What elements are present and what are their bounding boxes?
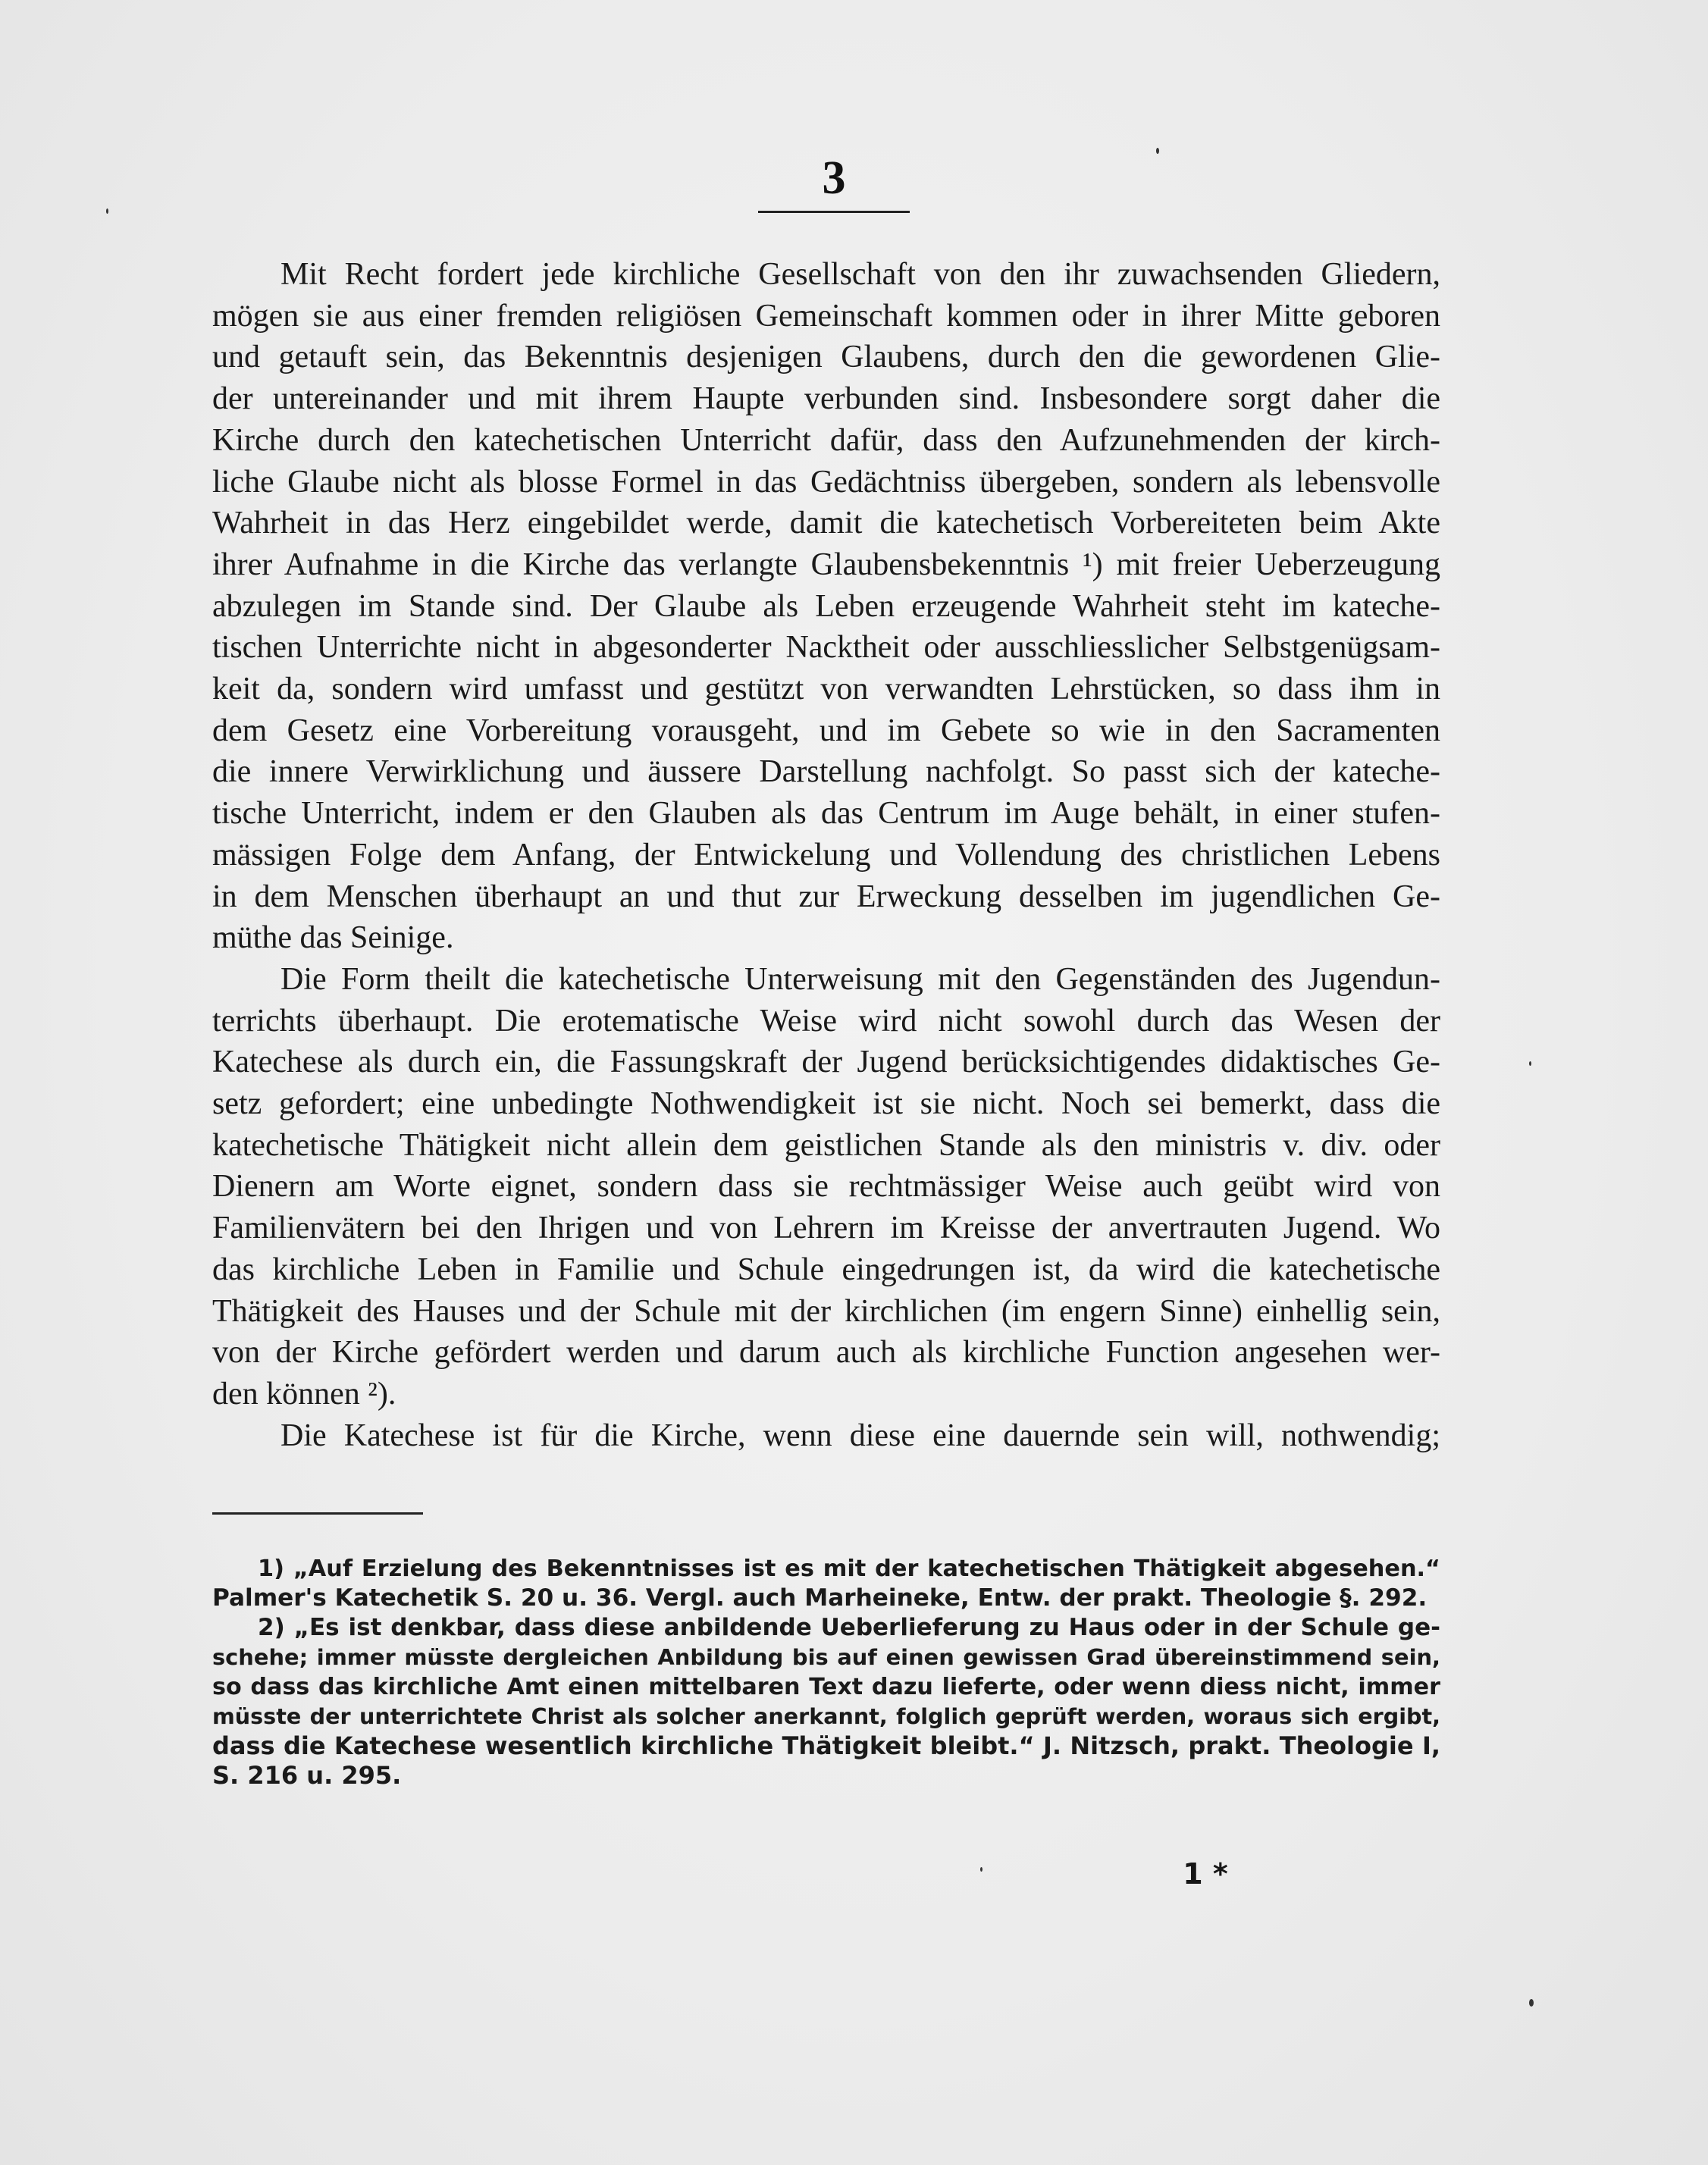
footnote-line: dass die Katechese wesentlich kirchliche Thätigkeit bleibt.“ J. Nitzsch, prakt. Theologie I, [212,1731,1440,1760]
page-number-rule [758,211,910,213]
footnote-rule [212,1512,423,1515]
footnote-line: schehe; immer müsste dergleichen Anbildung bis auf einen gewissen Grad übereinstimmend sein, [212,1644,1440,1670]
text-line: Thätigkeit des Hauses und der Schule mit der kirchlichen (im engern Sinne) einhellig sein, [212,1293,1440,1329]
text-line: Dienern am Worte eignet, sondern dass sie rechtmässiger Weise auch geübt wird von [212,1169,1440,1205]
text-line: den können ²). [212,1376,396,1411]
footnote-line: Palmer's Katechetik S. 20 u. 36. Vergl. auch Marheineke, Entw. der prakt. Theologie §. 292. [212,1584,1428,1612]
text-line: Die Katechese ist für die Kirche, wenn diese eine dauernde sein will, nothwendig; [280,1418,1440,1453]
paragraph-3 [212,1415,1440,1457]
text-line: keit da, sondern wird umfasst und gestützt von verwandten Lehrstücken, so dass ihm in [212,672,1440,707]
text-line: abzulegen im Stande sind. Der Glaube als Leben erzeugende Wahrheit steht im kateche- [212,588,1440,624]
text-line: Kirche durch den katechetischen Unterricht dafür, dass den Aufzunehmenden der kirch- [212,422,1440,458]
text-line: dem Gesetz eine Vorbereitung vorausgeht, und im Gebete so wie in den Sacramenten [212,713,1440,748]
text-line: mässigen Folge dem Anfang, der Entwickelung und Vollendung des christlichen Lebens [212,837,1440,873]
text-line: Familienvätern bei den Ihrigen und von Lehrern im Kreisse der anvertrauten Jugend. Wo [212,1211,1440,1246]
scan-speck [1529,1999,1534,2007]
text-line: terrichts überhaupt. Die erotematische Weise wird nicht sowohl durch das Wesen der [212,1003,1440,1039]
signature-mark: 1 * [1183,1857,1228,1891]
footnote-1 [212,1554,1440,1613]
text-line: tische Unterricht, indem er den Glauben als das Centrum im Auge behält, in einer stufen- [212,796,1440,832]
text-line: müthe das Seinige. [212,920,454,956]
scan-speck [1156,148,1159,154]
text-line: liche Glaube nicht als blosse Formel in das Gedächtniss übergeben, sondern als lebensvolle [212,464,1440,500]
text-line: und getauft sein, das Bekenntnis desjenigen Glaubens, durch den die gewordenen Glie- [212,340,1440,375]
footnote-line: S. 216 u. 295. [212,1761,402,1790]
page-number: 3 [822,152,846,204]
paragraph-2 [212,959,1440,1415]
footnotes [212,1554,1440,1791]
scan-speck [106,208,108,214]
footnote-line: müsste der unterrichtete Christ als solcher anerkannt, folglich geprüft werden, woraus sich ergibt, [212,1703,1440,1729]
footnote-line: 2) „Es ist denkbar, dass diese anbildende Ueberlieferung zu Haus oder in der Schule ge- [258,1614,1440,1641]
text-line: tischen Unterrichte nicht in abgesonderter Nacktheit oder ausschliesslicher Selbstgenügsam- [212,630,1440,666]
text-line: das kirchliche Leben in Familie und Schule eingedrungen ist, da wird die katechetische [212,1252,1440,1287]
text-line: Katechese als durch ein, die Fassungskraft der Jugend berücksichtigendes didaktisches Ge- [212,1045,1440,1080]
text-line: setz gefordert; eine unbedingte Nothwendigkeit ist sie nicht. Noch sei bemerkt, dass die [212,1086,1440,1122]
text-line: Die Form theilt die katechetische Unterweisung mit den Gegenständen des Jugendun- [280,961,1440,997]
footnote-line: 1) „Auf Erzielung des Bekenntnisses ist es mit der katechetischen Thätigkeit abgesehen.“ [258,1556,1440,1582]
scan-speck [1529,1061,1531,1066]
text-line: der untereinander und mit ihrem Haupte verbunden sind. Insbesondere sorgt daher die [212,381,1440,417]
paragraph-1 [212,254,1440,959]
text-line: katechetische Thätigkeit nicht allein dem geistlichen Stande als den ministris v. div. oder [212,1127,1440,1163]
text-line: die innere Verwirklichung und äussere Darstellung nachfolgt. So passt sich der kateche- [212,754,1440,790]
text-line: Mit Recht fordert jede kirchliche Gesellschaft von den ihr zuwachsenden Gliedern, [280,257,1440,292]
footnote-2 [212,1613,1440,1791]
text-line: ihrer Aufnahme in die Kirche das verlangte Glaubensbekenntnis ¹) mit freier Ueberzeugung [212,547,1440,582]
text-line: von der Kirche gefördert werden und darum auch als kirchliche Function angesehen wer- [212,1335,1440,1371]
main-text [212,254,1440,1456]
text-line: in dem Menschen überhaupt an und thut zur Erweckung desselben im jugendlichen Ge- [212,879,1440,914]
scan-speck [980,1867,982,1872]
footnote-line: so dass das kirchliche Amt einen mittelbaren Text dazu lieferte, oder wenn diess nicht, immer [212,1674,1440,1700]
text-line: mögen sie aus einer fremden religiösen Gemeinschaft kommen oder in ihrer Mitte geboren [212,298,1440,334]
text-line: Wahrheit in das Herz eingebildet werde, damit die katechetisch Vorbereiteten beim Akte [212,506,1440,541]
